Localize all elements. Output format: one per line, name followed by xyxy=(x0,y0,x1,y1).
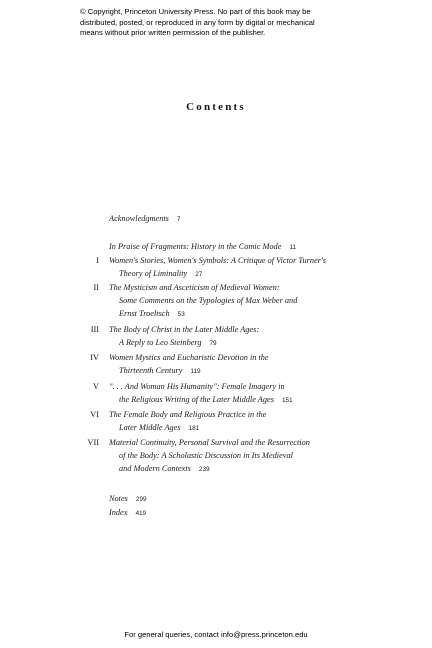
toc-entry-chapter-7[interactable] xyxy=(109,436,409,476)
toc-entry-title: Women's Stories, Women's Symbols: A Critique of Victor Turner's xyxy=(109,256,326,265)
toc-entry-title: Acknowledgments xyxy=(109,214,169,223)
toc-entry-title-cont: Later Middle Ages xyxy=(119,423,181,432)
toc-entry-acknowledgments[interactable] xyxy=(109,212,409,226)
contact-footer: For general queries, contact info@press.princeton.edu xyxy=(124,630,308,639)
toc-page-number: 151 xyxy=(281,397,293,404)
toc-entry-notes[interactable] xyxy=(109,492,409,506)
toc-entry-title: ". . . And Woman His Humanity": Female Imagery in xyxy=(109,382,285,391)
toc-page-number: 119 xyxy=(190,368,201,375)
toc-entry-title: The Body of Christ in the Later Middle Ages: xyxy=(109,325,260,334)
toc-entry-title: Notes xyxy=(109,494,128,503)
toc-page-number: 53 xyxy=(177,311,185,318)
toc-page-number: 181 xyxy=(188,425,200,432)
toc-entry-praise[interactable] xyxy=(109,240,409,254)
toc-entry-chapter-2[interactable] xyxy=(109,281,409,321)
toc-entry-title-cont: Some Comments on the Typologies of Max Weber and xyxy=(119,296,298,305)
toc-entry-title: Material Continuity, Personal Survival and the Resurrection xyxy=(109,438,310,447)
toc-entry-title-cont: Theory of Liminality xyxy=(119,269,188,278)
toc-page-number: 239 xyxy=(198,466,210,473)
chapter-number: V xyxy=(93,382,99,391)
toc-entry-chapter-5[interactable] xyxy=(109,380,409,407)
toc-entry-chapter-6[interactable] xyxy=(109,408,409,435)
chapter-number: VII xyxy=(87,438,99,447)
toc-page-number: 11 xyxy=(289,244,297,251)
toc-entry-title-cont: of the Body: A Scholastic Discussion in Its Medieval xyxy=(119,451,293,460)
toc-entry-index[interactable] xyxy=(109,506,409,520)
toc-entry-title: Index xyxy=(109,508,128,517)
copyright-line: means without prior written permission of the publisher. xyxy=(80,28,266,37)
chapter-number: IV xyxy=(90,353,99,362)
copyright-notice xyxy=(80,7,360,39)
toc-page-number: 419 xyxy=(135,510,147,517)
copyright-line: distributed, posted, or reproduced in any form by digital or mechanical xyxy=(80,17,315,27)
toc-page-number: 27 xyxy=(195,271,203,278)
toc-page-number: 299 xyxy=(135,496,147,503)
chapter-number: VI xyxy=(90,410,99,419)
chapter-number: III xyxy=(90,325,99,334)
toc-entry-chapter-4[interactable] xyxy=(109,351,409,378)
toc-entry-title: The Mysticism and Asceticism of Medieval Women: xyxy=(109,283,280,292)
toc-entry-title: Women Mystics and Eucharistic Devotion in the xyxy=(109,353,269,362)
toc-page-number: 79 xyxy=(209,340,217,347)
copyright-line: © Copyright, Princeton University Press. No part of this book may be xyxy=(80,7,311,16)
toc-entry-chapter-1[interactable] xyxy=(109,254,409,281)
chapter-number: II xyxy=(93,283,99,292)
toc-page-number: 7 xyxy=(176,216,181,223)
toc-entry-chapter-3[interactable] xyxy=(109,323,409,350)
toc-entry-title-cont: A Reply to Leo Steinberg xyxy=(119,338,202,347)
toc-entry-title-cont: Ernst Troeltsch xyxy=(119,309,170,318)
toc-entry-title: In Praise of Fragments: History in the Comic Mode xyxy=(109,242,282,251)
toc-entry-title-cont: and Modern Contexts xyxy=(119,464,191,473)
toc-entry-title-cont: the Religious Writing of the Later Middle Ages xyxy=(119,395,274,404)
page-title: Contents xyxy=(186,101,246,113)
toc-entry-title-cont: Thirteenth Century xyxy=(119,366,183,375)
chapter-number: I xyxy=(96,256,99,265)
toc-entry-title: The Female Body and Religious Practice in the xyxy=(109,410,267,419)
